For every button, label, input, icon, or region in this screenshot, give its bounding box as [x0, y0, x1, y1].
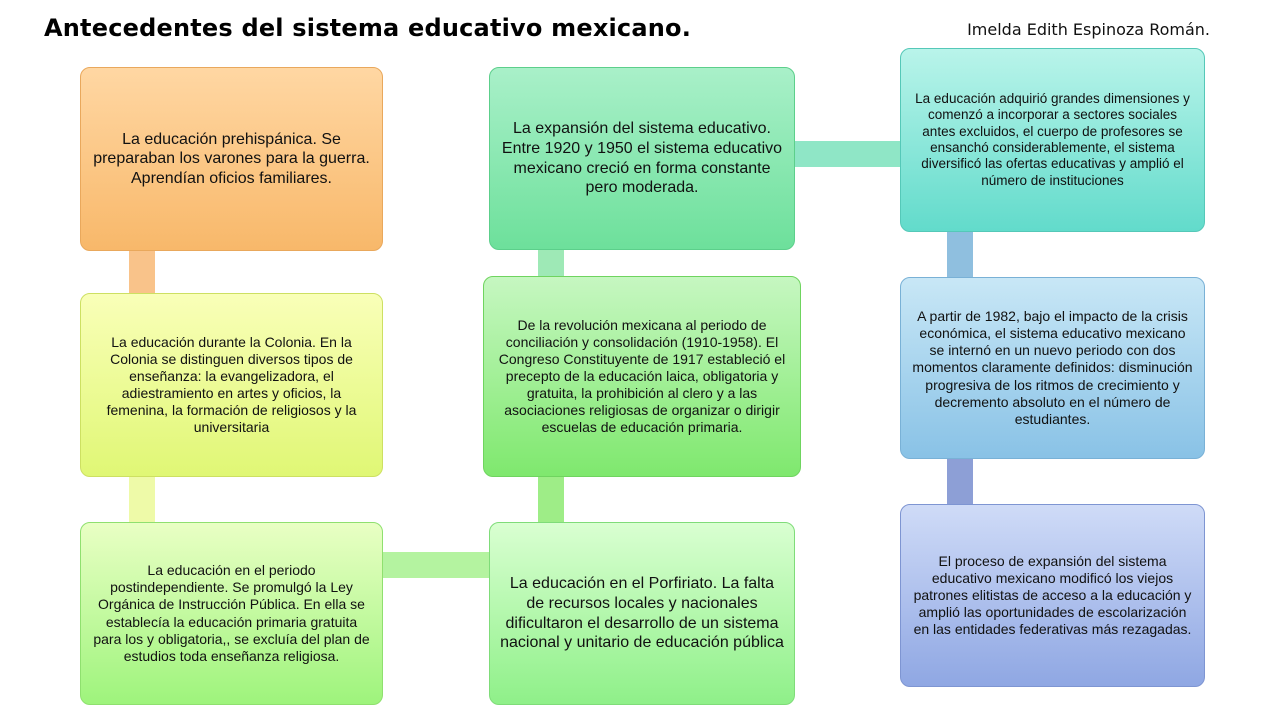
connector-porfiriato-revolucion [538, 476, 564, 523]
box-revolucion-mexicana [483, 276, 801, 477]
box-text: La educación en el Porfiriato. La falta de recursos locales y nacionales dificultaron el desarrollo de un sistema nacional y unitario de educación pública [500, 575, 784, 652]
box-crisis-1982 [900, 277, 1205, 459]
box-porfiriato [489, 522, 795, 705]
page-title: Antecedentes del sistema educativo mexicano. [44, 14, 692, 42]
connector-postindependiente-porfiriato [382, 552, 490, 578]
box-text: La educación adquirió grandes dimensiones y comenzó a incorporar a sectores sociales antes excluidos, el cuerpo de profesores se ensanchó considerablemente, el sistema diversificó las ofertas educativas y amplió el número de instituciones [915, 90, 1190, 188]
box-educacion-colonia [80, 293, 383, 477]
box-grandes-dimensiones [900, 48, 1205, 232]
box-text: La educación prehispánica. Se preparaban los varones para la guerra. Aprendían oficios familiares. [93, 130, 370, 187]
box-text: De la revolución mexicana al periodo de conciliación y consolidación (1910-1958). El Congreso Constituyente de 1917 estableció el precepto de la educación laica, obligatoria y gratuita, la prohibición al clero y a las asociaciones religiosas de organizar o dirigir escuelas de educación primaria. [498, 316, 786, 436]
connector-colonia-postindependiente [129, 476, 155, 523]
connector-revolucion-expansion [538, 249, 564, 277]
box-educacion-prehispanica [80, 67, 383, 251]
box-text: A partir de 1982, bajo el impacto de la crisis económica, el sistema educativo mexicano se internó en un nuevo periodo con dos momentos claramente definidos: disminución progresiva de los ritmos de crecimiento y decremento absoluto en el número de estudiantes. [912, 308, 1193, 427]
author-name: Imelda Edith Espinoza Román. [967, 20, 1210, 39]
box-text: La expansión del sistema educativo. Entre 1920 y 1950 el sistema educativo mexicano creció en forma constante pero moderada. [501, 120, 783, 197]
box-expansion-sistema [489, 67, 795, 250]
connector-prehispanica-colonia [129, 250, 155, 294]
connector-dimensiones-crisis [947, 231, 973, 278]
box-text: El proceso de expansión del sistema educativo mexicano modificó los viejos patrones elitistas de acceso a la educación y amplió las oportunidades de escolarización en las entidades federativas más rezagadas. [913, 552, 1192, 638]
box-periodo-postindependiente [80, 522, 383, 705]
connector-crisis-proceso [947, 458, 973, 505]
box-text: La educación durante la Colonia. En la Colonia se distinguen diversos tipos de enseñanza: la evangelizadora, el adiestramiento en artes y oficios, la femenina, la formación de religiosos y la universitaria [106, 333, 357, 436]
box-text: La educación en el periodo postindependiente. Se promulgó la Ley Orgánica de Instrucción Pública. En ella se establecía la educación primaria gratuita para los y obligatoria,, se excluía del plan de estudios toda enseñanza religiosa. [93, 562, 370, 664]
box-proceso-expansion [900, 504, 1205, 687]
connector-expansion-dimensiones [794, 141, 901, 167]
